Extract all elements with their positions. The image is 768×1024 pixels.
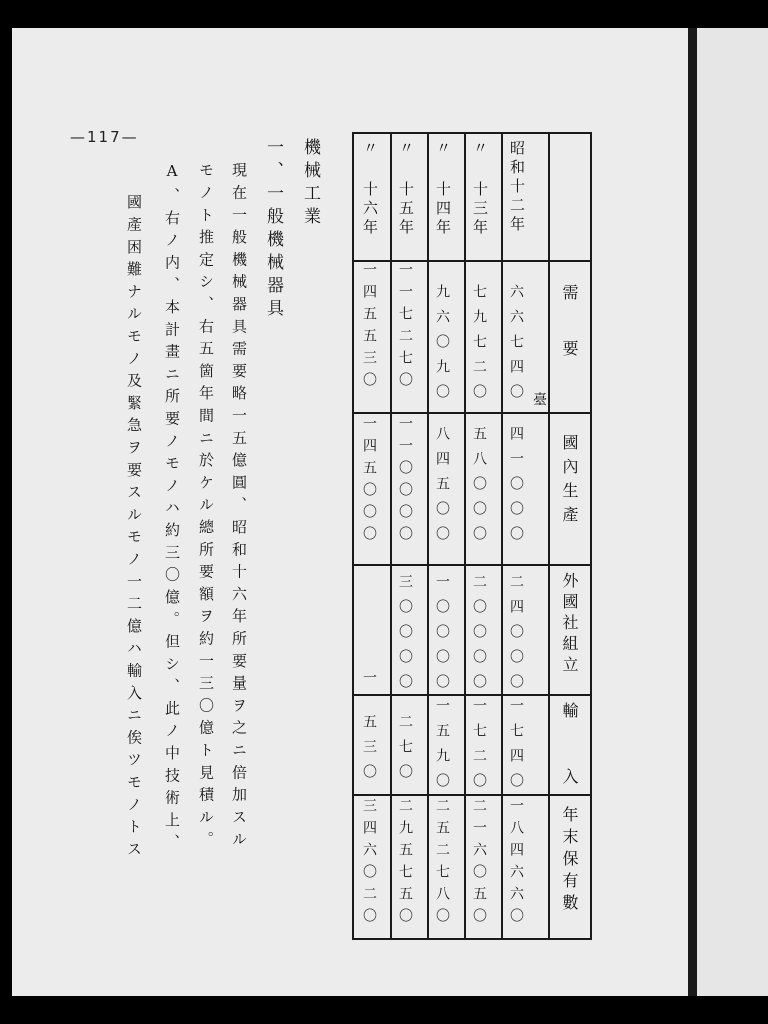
body-text-line-1: 現在一般機械器具需要略一五億圓、昭和十六年所要量ヲ之ニ倍加スル (230, 162, 248, 854)
table-cell-domestic: 一一〇〇〇〇 (397, 416, 413, 548)
table-row: 〃 十五年 (397, 140, 415, 238)
table-row: 〃 十三年 (471, 140, 489, 238)
body-text-line-3: A、右ノ内、本計畫ニ所要ノモノハ約三〇億。但シ、此ノ中技術上、 (163, 162, 181, 857)
section-heading: 機械工業 (300, 138, 320, 230)
table-cell-import: 一五九〇 (434, 698, 450, 798)
table-cell-stock: 二九五七五〇 (397, 798, 413, 930)
table-cell-demand: 一四五五三〇 (361, 262, 377, 394)
table-cell-foreign: 二四〇〇〇 (508, 574, 524, 699)
table-cell-stock: 二五二七八〇 (434, 798, 450, 930)
table-cell-demand: 六六七四〇 (508, 284, 524, 409)
body-text-line-4: 國產困難ナルモノ及緊急ヲ要スルモノ一二億ハ輸入ニ俟ツモノトス (125, 194, 143, 863)
table-row: 昭和十二年 (508, 140, 526, 235)
table-cell-import: 一七二〇 (471, 698, 487, 798)
table-cell-demand: 七九七二〇 (471, 284, 487, 409)
table-row: 〃 十六年 (361, 140, 379, 238)
table-row: 〃 十四年 (434, 140, 452, 238)
header-demand: 需要 (560, 284, 579, 396)
table-cell-domestic: 一四五〇〇〇 (361, 416, 377, 548)
table-cell-domestic: 四一〇〇〇 (508, 426, 524, 551)
facing-page-edge (697, 28, 768, 996)
table-cell-import: 五三〇 (361, 714, 377, 789)
table-cell-import: 一七四〇 (508, 698, 524, 798)
header-year-end-stock: 年末保有數 (560, 806, 579, 916)
table-cell-demand: 一一七二七〇 (397, 262, 413, 394)
table-cell-domestic: 八四五〇〇 (434, 426, 450, 551)
table-cell-domestic: 五八〇〇〇 (471, 426, 487, 551)
header-domestic-production: 國內生產 (560, 434, 579, 530)
header-foreign-assembly: 外國社組立 (560, 572, 579, 677)
table-cell-stock: 一八四六六〇 (508, 798, 524, 930)
table-cell-foreign: 三〇〇〇〇 (397, 574, 413, 699)
table-cell-unit: 臺 (531, 392, 547, 406)
table-cell-stock: 三四六〇二〇 (361, 798, 377, 930)
table-cell-demand: 九六〇九〇 (434, 284, 450, 409)
table-cell-foreign: 一〇〇〇〇 (434, 574, 450, 699)
header-import: 輸入 (560, 702, 579, 834)
table-cell-foreign: 二〇〇〇〇 (471, 574, 487, 699)
book-spine (688, 28, 697, 996)
table-cell-foreign: 一 (361, 670, 377, 684)
body-text-line-2: モノト推定シ、右五箇年間ニ於ケル總所要額ヲ約一三〇億ト見積ル。 (197, 162, 215, 854)
table-cell-stock: 二一六〇五〇 (471, 798, 487, 930)
subsection-heading: 一、一般機械器具 (263, 138, 283, 322)
table-cell-import: 二七〇 (397, 714, 413, 789)
machinery-table (352, 132, 592, 940)
page-number: —117— (70, 128, 139, 146)
